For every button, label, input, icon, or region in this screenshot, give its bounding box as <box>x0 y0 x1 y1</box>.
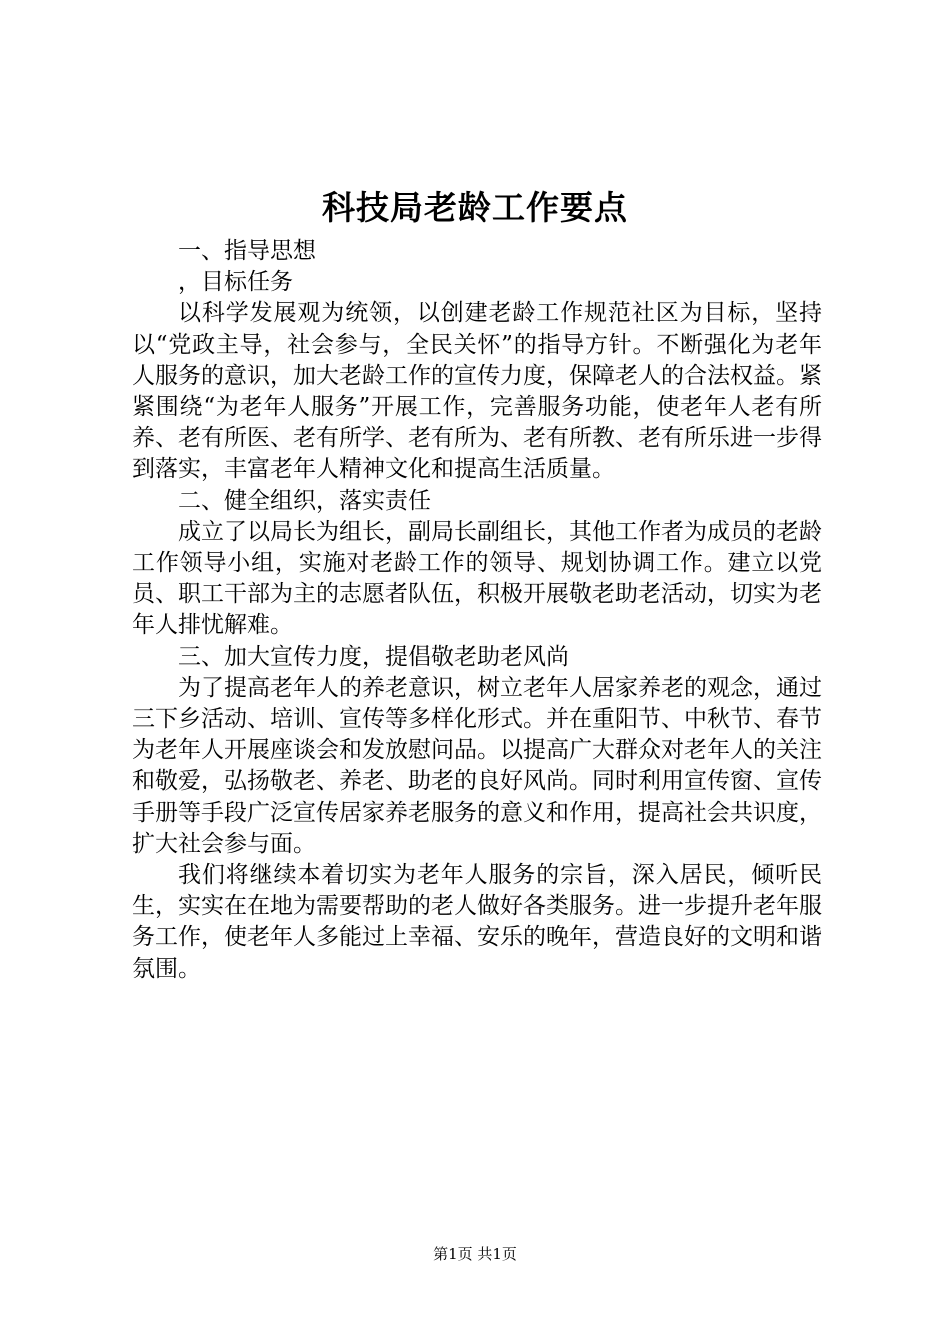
section-heading-goals: ，目标任务 <box>178 269 293 296</box>
section-heading-guiding-thought: 一、指导思想 <box>178 238 316 264</box>
section-heading-publicity: 三、加大宣传力度，提倡敬老助老风尚 <box>178 643 569 670</box>
document-title: 科技局老龄工作要点 <box>322 188 628 227</box>
page-footer: 第1页 共1页 <box>433 1245 517 1263</box>
document-body <box>132 236 822 985</box>
paragraph-organization: 成立了以局长为组长，副局长副组长，其他工作者为成员的老龄工作领导小组，实施对老龄工作的领导、规划协调工作。建立以党员、职工干部为主的志愿者队伍，积极开展敬老助老活动，切实为老年人排忧解难。 <box>132 518 822 639</box>
section-heading-organization: 二、健全组织，落实责任 <box>178 487 431 514</box>
paragraph-closing: 我们将继续本着切实为老年人服务的宗旨，深入居民，倾听民生，实实在在地为需要帮助的老人做好各类服务。进一步提升老年服务工作，使老年人多能过上幸福、安乐的晚年，营造良好的文明和谐氛围。 <box>132 862 822 982</box>
paragraph-goals: 以科学发展观为统领，以创建老龄工作规范社区为目标，坚持以“党政主导，社会参与，全民关怀”的指导方针。不断强化为老年人服务的意识，加大老龄工作的宣传力度，保障老人的合法权益。紧紧围绕“为老年人服务”开展工作，完善服务功能，使老年人老有所养、老有所医、老有所学、老有所为、老有所教、老有所乐进一步得到落实，丰富老年人精神文化和提高生活质量。 <box>132 300 822 483</box>
paragraph-publicity: 为了提高老年人的养老意识，树立老年人居家养老的观念，通过三下乡活动、培训、宣传等多样化形式。并在重阳节、中秋节、春节为老年人开展座谈会和发放慰问品。以提高广大群众对老年人的关注和敬爱，弘扬敬老、养老、助老的良好风尚。同时利用宣传窗、宣传手册等手段广泛宣传居家养老服务的意义和作用，提高社会共识度，扩大社会参与面。 <box>132 674 822 857</box>
